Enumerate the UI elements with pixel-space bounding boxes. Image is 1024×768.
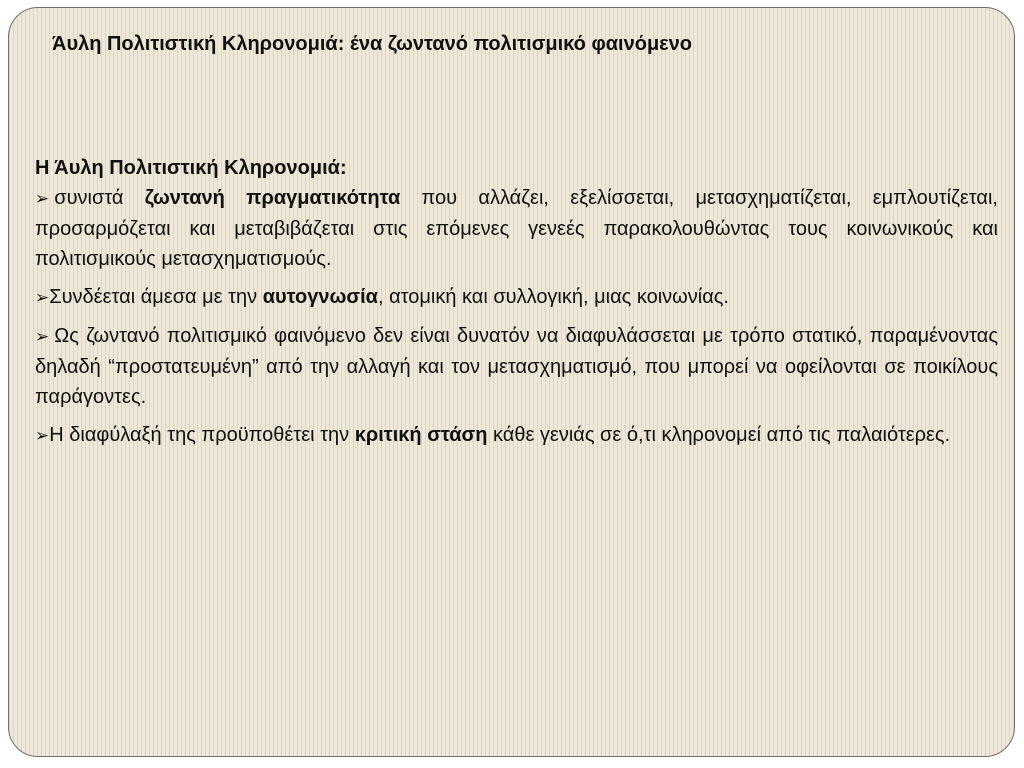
arrow-bullet-icon: ➢ <box>35 189 50 208</box>
bullet-emphasis: κριτική στάση <box>354 424 488 446</box>
bullet-text: κάθε γενιάς σε ό,τι κληρονομεί από τις παλαιότερες. <box>487 424 951 446</box>
arrow-bullet-icon: ➢ <box>35 288 50 307</box>
bullet-item-3 <box>35 321 998 412</box>
bullet-text: Η διαφύλαξή της προϋποθέτει την <box>49 424 355 446</box>
bullet-item-4 <box>35 420 998 451</box>
bullet-text: που αλλάζει, εξελίσσεται, μετασχηματίζεται, εμπλουτίζεται, προσαρμόζεται και μεταβιβάζεται στις επόμενες γενεές παρακολουθώντας τους κοινωνικούς και πολιτισμικούς μετασχηματισμούς. <box>35 187 998 270</box>
bullet-emphasis: αυτογνωσία <box>262 286 378 308</box>
bullet-item-1 <box>35 183 998 274</box>
bullet-item-2 <box>35 282 998 313</box>
content-heading: Η Άυλη Πολιτιστική Κληρονομιά: <box>35 157 347 179</box>
bullet-emphasis: ζωντανή πραγματικότητα <box>144 187 401 209</box>
bullet-text: συνιστά <box>54 187 145 209</box>
bullet-text: Συνδέεται άμεσα με την <box>49 286 263 308</box>
bullet-text: Ως ζωντανό πολιτισμικό φαινόμενο δεν είναι δυνατόν να διαφυλάσσεται με τρόπο στατικό, παραμένοντας δηλαδή “προστατευμένη” από την αλλαγή και τον μετασχηματισμό, που μπορεί να οφείλονται σε ποικίλους παράγοντες. <box>35 325 998 408</box>
arrow-bullet-icon: ➢ <box>35 426 50 445</box>
slide-title: Άυλη Πολιτιστική Κληρονομιά: ένα ζωντανό πολιτισμικό φαινόμενο <box>52 33 693 55</box>
bullet-text: , ατομική και συλλογική, μιας κοινωνίας. <box>377 286 729 308</box>
arrow-bullet-icon: ➢ <box>35 327 50 346</box>
slide-frame <box>8 7 1015 757</box>
slide-content <box>35 153 998 459</box>
